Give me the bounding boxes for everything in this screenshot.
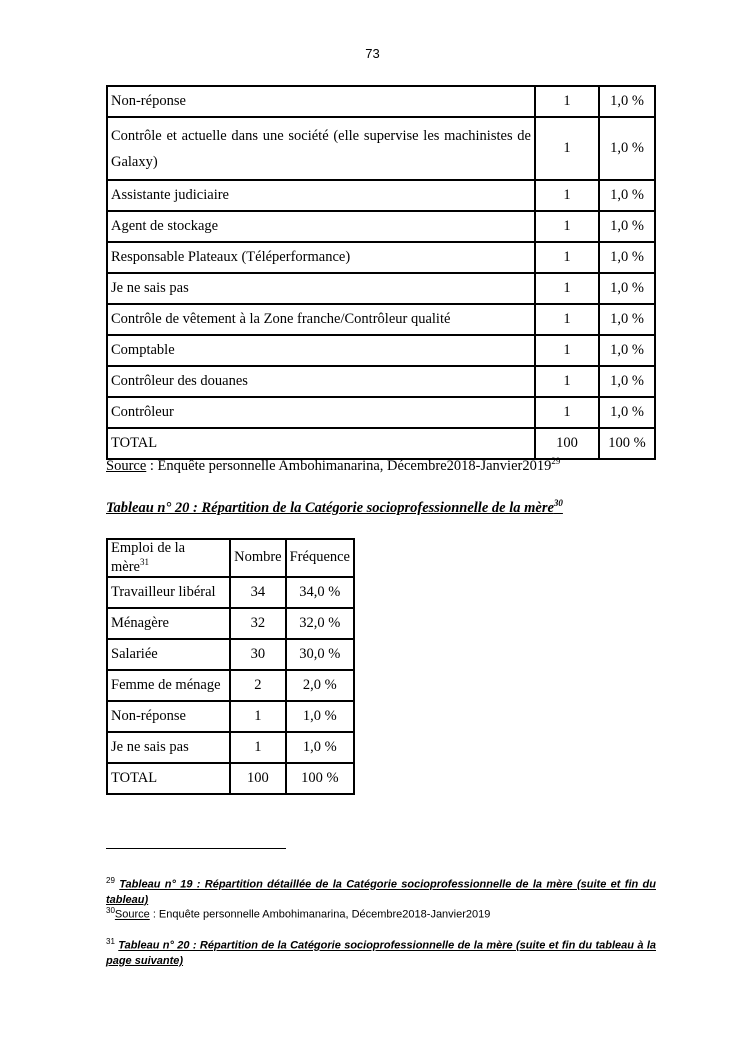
row-count: 1: [535, 366, 599, 397]
row-count: 2: [230, 670, 286, 701]
table-row: [107, 304, 655, 335]
row-frequency: 100 %: [286, 763, 354, 794]
row-label: Non-réponse: [107, 86, 535, 117]
row-frequency: 1,0 %: [599, 180, 655, 211]
table-row: [107, 273, 655, 304]
row-label: Travailleur libéral: [107, 577, 230, 608]
source-label: Source: [106, 457, 147, 474]
row-frequency: 1,0 %: [599, 304, 655, 335]
table-20-caption: [106, 498, 563, 517]
table-row: [107, 701, 354, 732]
row-count: 1: [535, 304, 599, 335]
footnote-text: : Enquête personnelle Ambohimanarina, Décembre2018-Janvier2019: [149, 908, 491, 921]
row-label: Je ne sais pas: [107, 273, 535, 304]
table-row: [107, 366, 655, 397]
row-frequency: 1,0 %: [599, 366, 655, 397]
row-count: 1: [230, 701, 286, 732]
row-frequency: 100 %: [599, 428, 655, 459]
table-header-row: [107, 539, 354, 577]
row-label: Contrôleur: [107, 397, 535, 428]
caption-text: Tableau n° 20 : Répartition de la Catégorie socioprofessionnelle de la mère: [106, 499, 554, 516]
row-label: Ménagère: [107, 608, 230, 639]
footnote-text: Tableau n° 19 : Répartition détaillée de la Catégorie socioprofessionnelle de la mère (suite et fin du tableau): [106, 878, 656, 906]
row-label: Agent de stockage: [107, 211, 535, 242]
row-frequency: 1,0 %: [286, 732, 354, 763]
footnote-ref-30: 30: [553, 498, 563, 508]
header-cell-job: [107, 539, 230, 577]
row-frequency: 1,0 %: [599, 335, 655, 366]
row-count: 30: [230, 639, 286, 670]
occupation-detail-table: [106, 85, 656, 460]
table-row: [107, 732, 354, 763]
footnote-31: [106, 934, 656, 969]
table-row: [107, 335, 655, 366]
row-frequency: 32,0 %: [286, 608, 354, 639]
row-label: Femme de ménage: [107, 670, 230, 701]
row-count: 1: [535, 86, 599, 117]
row-count: 1: [535, 242, 599, 273]
row-frequency: 1,0 %: [599, 273, 655, 304]
table-row: [107, 397, 655, 428]
row-frequency: 1,0 %: [599, 397, 655, 428]
table-row: [107, 180, 655, 211]
row-count: 1: [535, 180, 599, 211]
table-row: [107, 428, 655, 459]
footnote-ref-31: 31: [139, 557, 149, 567]
mother-occupation-table: [106, 538, 355, 795]
row-label: TOTAL: [107, 428, 535, 459]
row-count: 1: [535, 397, 599, 428]
row-label: Non-réponse: [107, 701, 230, 732]
footnote-text: Tableau n° 20 : Répartition de la Catégorie socioprofessionnelle de la mère (suite et fin du tableau à la page suivante): [106, 939, 656, 967]
row-frequency: 30,0 %: [286, 639, 354, 670]
row-frequency: 1,0 %: [286, 701, 354, 732]
row-label: Contrôle et actuelle dans une société (elle supervise les machinistes de Galaxy): [107, 117, 535, 180]
footnote-number: 30: [106, 906, 115, 915]
row-count: 32: [230, 608, 286, 639]
table-row: [107, 639, 354, 670]
row-count: 1: [535, 273, 599, 304]
row-frequency: 2,0 %: [286, 670, 354, 701]
footnote-number: 31: [106, 937, 115, 946]
row-label: TOTAL: [107, 763, 230, 794]
table-row: [107, 577, 354, 608]
table-row: [107, 117, 655, 180]
row-label: Salariée: [107, 639, 230, 670]
row-count: 1: [535, 117, 599, 180]
table-row: [107, 242, 655, 273]
footnote-source-label: Source: [114, 908, 150, 921]
row-label: Assistante judiciaire: [107, 180, 535, 211]
row-label: Responsable Plateaux (Téléperformance): [107, 242, 535, 273]
row-frequency: 1,0 %: [599, 242, 655, 273]
footnote-number: 29: [106, 876, 115, 885]
row-frequency: 1,0 %: [599, 211, 655, 242]
footnote-separator: [106, 848, 286, 849]
table-row: [107, 211, 655, 242]
source-text: : Enquête personnelle Ambohimanarina, Décembre2018-Janvier2019: [146, 457, 552, 474]
table-row: [107, 86, 655, 117]
row-count: 1: [535, 211, 599, 242]
row-label: Je ne sais pas: [107, 732, 230, 763]
table-row: [107, 670, 354, 701]
page-number: 73: [365, 46, 380, 61]
row-count: 100: [230, 763, 286, 794]
header-cell-count: Nombre: [230, 539, 286, 577]
table-row: [107, 608, 354, 639]
row-label: Comptable: [107, 335, 535, 366]
source-line: [106, 456, 560, 475]
row-count: 100: [535, 428, 599, 459]
row-label: Contrôle de vêtement à la Zone franche/Contrôleur qualité: [107, 304, 535, 335]
row-label: Contrôleur des douanes: [107, 366, 535, 397]
table-row: [107, 763, 354, 794]
footnote-ref-29: 29: [551, 456, 561, 466]
footnote-30: [106, 903, 656, 923]
row-count: 34: [230, 577, 286, 608]
row-frequency: 1,0 %: [599, 86, 655, 117]
row-count: 1: [535, 335, 599, 366]
row-count: 1: [230, 732, 286, 763]
row-frequency: 1,0 %: [599, 117, 655, 180]
row-frequency: 34,0 %: [286, 577, 354, 608]
header-cell-frequency: Fréquence: [286, 539, 354, 577]
header-job-label: Emploi de la mère: [111, 540, 186, 575]
